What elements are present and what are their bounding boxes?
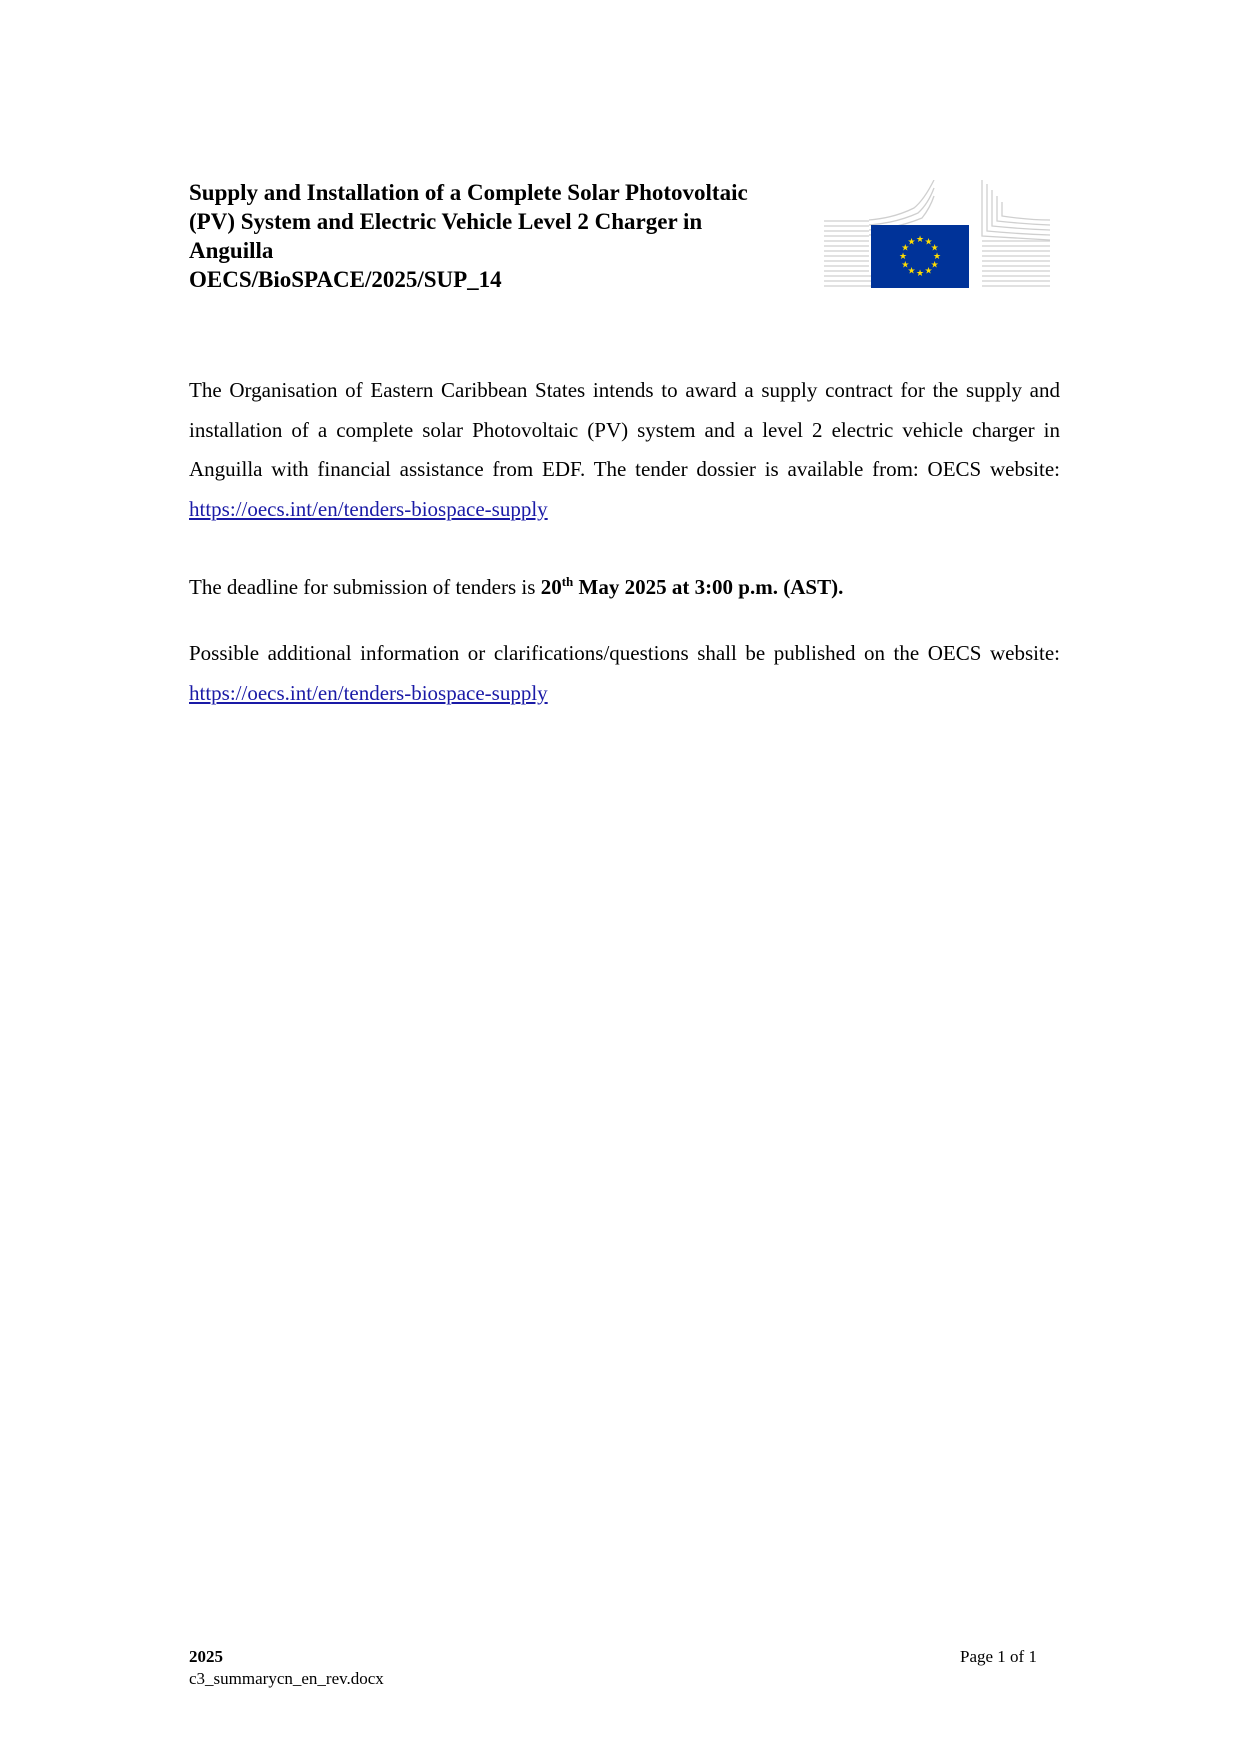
svg-text:★: ★ [901,260,910,271]
svg-text:★: ★ [930,260,939,271]
deadline-date [541,575,844,599]
svg-text:★: ★ [907,237,916,248]
footer-year: 2025 [189,1647,223,1666]
deadline-day-suffix: th [561,574,574,589]
footer-filename: c3_summarycn_en_rev.docx [189,1669,384,1688]
svg-text:★: ★ [915,235,925,245]
svg-text:★: ★ [930,243,939,254]
title-line: Supply and Installation of a Complete Solar Photovoltaic [189,180,748,205]
deadline-day: 20 [540,575,562,599]
page-number: Page 1 of 1 [960,1647,1037,1666]
intro-text: The Organisation of Eastern Caribbean States intends to award a supply contract for the supply and installation of a complete solar Photovoltaic (PV) system and a level 2 electric vehicle charger in Anguilla with financial assistance from EDF. The tender dossier is available from: OECS website: [189,378,1060,481]
svg-text:★: ★ [915,269,925,279]
svg-text:★: ★ [901,243,910,254]
footer-left [189,1646,384,1690]
title-line: Anguilla [189,238,274,263]
deadline-prefix: The deadline for submission of tenders is [189,575,541,599]
svg-text:★: ★ [924,237,933,248]
european-commission-logo-icon [824,180,1052,292]
intro-paragraph [189,371,1060,529]
deadline-paragraph [189,568,1060,608]
additional-info-paragraph [189,634,1060,713]
svg-text:★: ★ [907,266,916,277]
tender-dossier-link[interactable]: https://oecs.int/en/tenders-biospace-supply [189,496,548,521]
logo-lines-right [982,180,1050,286]
svg-text:★: ★ [932,252,942,262]
svg-text:★: ★ [898,252,908,262]
additional-info-link[interactable]: https://oecs.int/en/tenders-biospace-supply [189,680,548,705]
deadline-time: May 2025 at 3:00 p.m. (AST). [573,575,844,599]
additional-info-text: Possible additional information or clarifications/questions shall be published on the OECS website: [189,641,1060,665]
svg-text:★: ★ [924,266,933,277]
reference-number: OECS/BioSPACE/2025/SUP_14 [189,267,502,292]
document-title [189,178,829,294]
title-line: (PV) System and Electric Vehicle Level 2 Charger in [189,209,703,234]
